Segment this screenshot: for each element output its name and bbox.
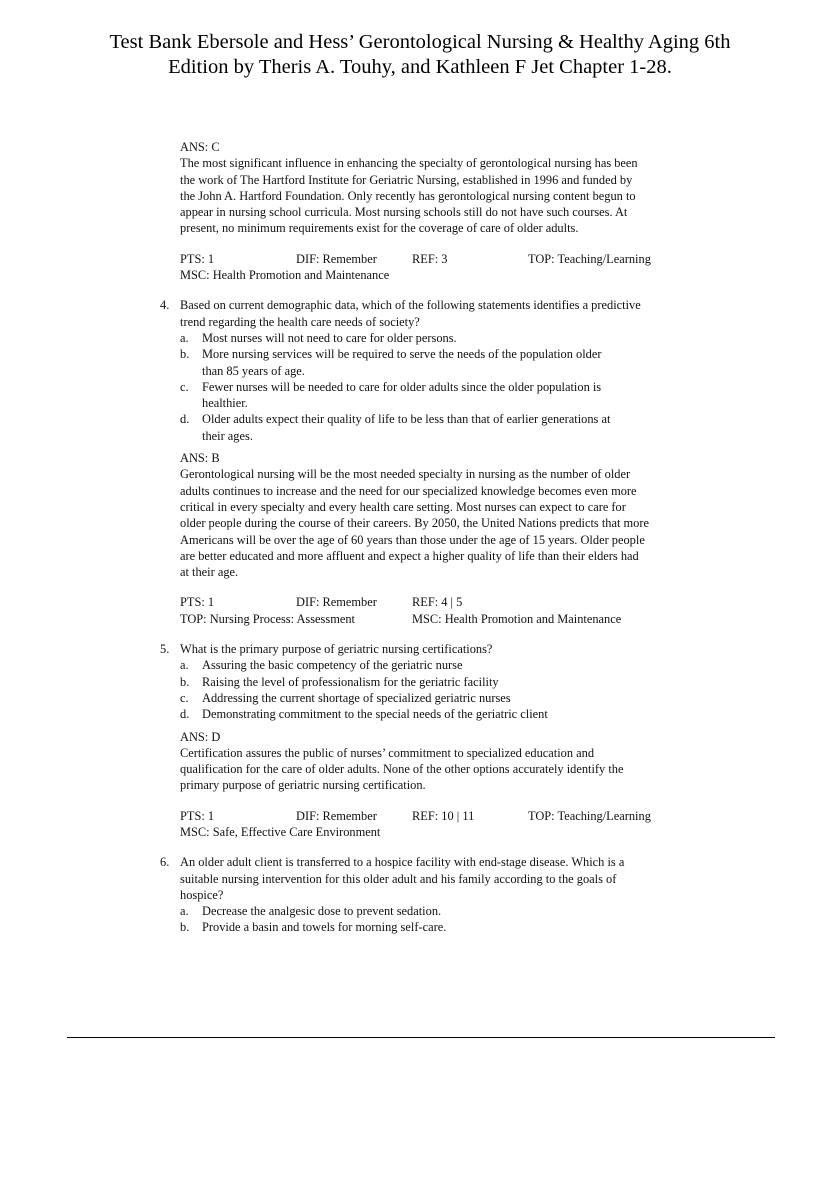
answer-block-q3 xyxy=(180,139,740,283)
question-number: 5. xyxy=(160,642,170,657)
msc: MSC: Safe, Effective Care Environment xyxy=(180,824,381,839)
option-text: Provide a basin and towels for morning self-care. xyxy=(202,920,447,935)
rationale-line: are better educated and more affluent and expect a higher quality of life than their elders had xyxy=(180,548,639,563)
rationale-line: The most significant influence in enhancing the specialty of gerontological nursing has been xyxy=(180,156,638,171)
question-number: 6. xyxy=(160,855,170,870)
rationale-line: the John A. Hartford Foundation. Only recently has gerontological nursing content begun to xyxy=(180,188,636,203)
metadata-row xyxy=(180,824,740,840)
points: PTS: 1 xyxy=(180,595,215,610)
question-number: 4. xyxy=(160,298,170,313)
option-letter: d. xyxy=(180,412,190,427)
points: PTS: 1 xyxy=(180,251,215,266)
option-a xyxy=(180,330,740,346)
rationale-line: Certification assures the public of nurses’ commitment to specialized education and xyxy=(180,745,595,760)
option-a xyxy=(180,657,740,673)
option-text: Decrease the analgesic dose to prevent sedation. xyxy=(202,904,442,919)
question-stem xyxy=(160,854,740,903)
option-c xyxy=(180,379,740,412)
topic: TOP: Teaching/Learning xyxy=(528,251,651,266)
option-d xyxy=(180,706,740,722)
metadata-row xyxy=(180,267,740,283)
difficulty: DIF: Remember xyxy=(296,808,377,823)
answer-key: ANS: C xyxy=(180,140,220,154)
option-text: Raising the level of professionalism for the geriatric facility xyxy=(202,674,499,689)
option-text: Addressing the current shortage of specialized geriatric nurses xyxy=(202,690,511,705)
page-footer-divider xyxy=(67,1037,775,1038)
metadata-row xyxy=(180,611,740,627)
topic: TOP: Teaching/Learning xyxy=(528,808,651,823)
option-letter: d. xyxy=(180,707,190,722)
option-b xyxy=(180,674,740,690)
metadata-row xyxy=(180,251,740,267)
option-text: More nursing services will be required to serve the needs of the population older xyxy=(202,347,602,362)
answer-key: ANS: B xyxy=(180,451,220,466)
reference: REF: 4 | 5 xyxy=(412,595,463,610)
reference: REF: 10 | 11 xyxy=(412,808,475,823)
answer-key: ANS: D xyxy=(180,729,221,744)
option-d xyxy=(180,411,740,444)
question-stem xyxy=(160,641,740,657)
rationale-line: the work of The Hartford Institute for Geriatric Nursing, established in 1996 and funded by xyxy=(180,172,633,187)
metadata-row xyxy=(180,594,740,610)
difficulty: DIF: Remember xyxy=(296,595,377,610)
option-letter: a. xyxy=(180,330,189,345)
rationale-line: present, no minimum requirements exist for the coverage of care of older adults. xyxy=(180,221,579,236)
option-text: Older adults expect their quality of life to be less than that of earlier generations at xyxy=(202,412,611,427)
stem-line: Based on current demographic data, which of the following statements identifies a predictive xyxy=(180,298,641,313)
option-letter: a. xyxy=(180,904,189,919)
msc: MSC: Health Promotion and Maintenance xyxy=(412,611,622,626)
option-letter: c. xyxy=(180,690,189,705)
option-letter: b. xyxy=(180,920,190,935)
question-4 xyxy=(160,297,740,627)
rationale-line: primary purpose of geriatric nursing certification. xyxy=(180,778,426,793)
msc: MSC: Health Promotion and Maintenance xyxy=(180,268,390,283)
question-stem xyxy=(160,297,740,330)
topic: TOP: Nursing Process: Assessment xyxy=(180,611,355,626)
option-b xyxy=(180,919,740,935)
difficulty: DIF: Remember xyxy=(296,251,377,266)
header-line-2: Edition by Theris A. Touhy, and Kathleen F Jet Chapter 1-28. xyxy=(168,56,672,78)
option-a xyxy=(180,903,740,919)
option-text: Fewer nurses will be needed to care for older adults since the older population is xyxy=(202,379,602,394)
option-letter: b. xyxy=(180,347,190,362)
option-letter: a. xyxy=(180,658,189,673)
stem-line: An older adult client is transferred to a hospice facility with end-stage disease. Which is a xyxy=(180,855,625,870)
option-text: Demonstrating commitment to the special needs of the geriatric client xyxy=(202,707,548,722)
document-header xyxy=(40,30,800,80)
stem-line: suitable nursing intervention for this older adult and his family according to the goals of xyxy=(180,871,617,886)
option-text: their ages. xyxy=(202,428,253,443)
option-b xyxy=(180,346,740,379)
option-c xyxy=(180,690,740,706)
rationale-line: critical in every specialty and every health care setting. Most nurses can expect to care for xyxy=(180,499,626,514)
option-letter: c. xyxy=(180,379,189,394)
metadata-row xyxy=(180,808,740,824)
header-line-1: Test Bank Ebersole and Hess’ Gerontological Nursing & Healthy Aging 6th xyxy=(109,31,731,53)
option-text: Most nurses will not need to care for older persons. xyxy=(202,330,457,345)
question-5 xyxy=(160,641,740,840)
rationale-line: older people during the course of their careers. By 2050, the United Nations predicts that more xyxy=(180,516,649,531)
stem-line: trend regarding the health care needs of society? xyxy=(180,314,420,329)
stem-line: What is the primary purpose of geriatric nursing certifications? xyxy=(180,642,493,657)
test-bank-content xyxy=(160,139,740,936)
rationale-line: at their age. xyxy=(180,565,239,580)
question-6 xyxy=(160,854,740,935)
rationale-line: qualification for the care of older adults. None of the other options accurately identify the xyxy=(180,762,624,777)
rationale-line: Gerontological nursing will be the most needed specialty in nursing as the number of older xyxy=(180,467,631,482)
rationale-line: appear in nursing school curricula. Most nursing schools still do not have such courses. At xyxy=(180,205,628,220)
option-text: than 85 years of age. xyxy=(202,363,305,378)
points: PTS: 1 xyxy=(180,808,215,823)
option-letter: b. xyxy=(180,674,190,689)
stem-line: hospice? xyxy=(180,887,224,902)
rationale-line: Americans will be over the age of 60 years than those under the age of 15 years. Older people xyxy=(180,532,645,547)
option-text: Assuring the basic competency of the geriatric nurse xyxy=(202,658,463,673)
rationale-line: adults continues to increase and the need for our specialized knowledge becomes even more xyxy=(180,483,637,498)
option-text: healthier. xyxy=(202,396,248,411)
reference: REF: 3 xyxy=(412,251,448,266)
